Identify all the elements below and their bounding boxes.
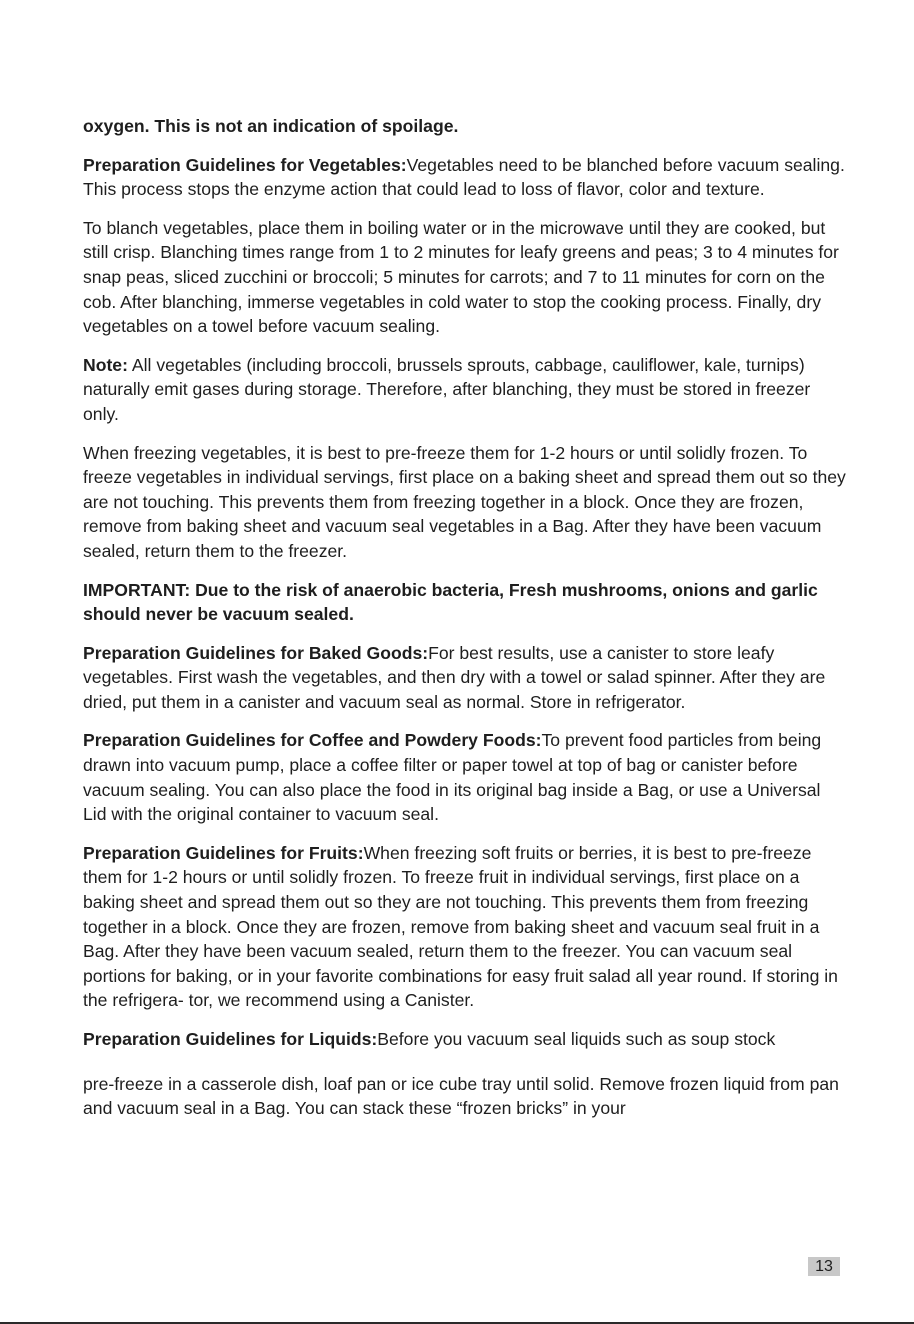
paragraph-heading: Preparation Guidelines for Fruits: (83, 842, 364, 863)
paragraph-heading: Preparation Guidelines for Coffee and Powdery Foods: (83, 730, 542, 751)
paragraph-heading: Preparation Guidelines for Baked Goods: (83, 642, 429, 663)
paragraph-liquids-continued (83, 1072, 848, 1121)
paragraph-fruits (83, 841, 848, 1013)
paragraph-text: When freezing soft fruits or berries, it is best to pre-freeze them for 1-2 hours or until solidly frozen. To freeze fruit in individual servings, first place on a baking sheet and spread them out so they are not touching. This prevents them from freezing together in a block. Once they are frozen, remove from baking sheet and vacuum seal fruit in a Bag. After they have been vacuum sealed, return them to the freezer. You can vacuum seal portions for baking, or in your favorite combinations for easy fruit salad all year round. If storing in the refrigera- tor, we recommend using a Canister. (83, 842, 838, 1011)
paragraph-heading: oxygen. This is not an indication of spoilage. (83, 116, 459, 136)
paragraph-blanching (83, 216, 848, 339)
paragraph-text: When freezing vegetables, it is best to pre-freeze them for 1-2 hours or until solidly frozen. To freeze vegetables in individual servings, first place on a baking sheet and spread them out so they are not touching. This prevents them from freezing together in a block. Once they are frozen, remove from baking sheet and vacuum seal vegetables in a Bag. After they have been vacuum sealed, return them to the freezer. (83, 442, 846, 561)
paragraph-vegetables-guidelines (83, 153, 848, 202)
paragraph-heading: Note: (83, 354, 128, 375)
paragraph-text: For best results, use a canister to store leafy vegetables. First wash the vegetables, and then dry with a towel or salad spinner. After they are dried, put them in a canister and vacuum seal as normal. Store in refrigerator. (83, 642, 826, 712)
paragraph-note (83, 353, 848, 427)
paragraph-text: Vegetables need to be blanched before vacuum sealing. This process stops the enzyme action that could lead to loss of flavor, color and texture. (83, 154, 845, 200)
paragraph-freezing-vegetables (83, 441, 848, 564)
paragraph-baked-goods (83, 641, 848, 715)
paragraph-text: Before you vacuum seal liquids such as soup stock (377, 1029, 776, 1049)
paragraph-text: To blanch vegetables, place them in boiling water or in the microwave until they are cooked, but still crisp. Blanching times range from 1 to 2 minutes for leafy greens and peas; 3 to 4 minutes for snap peas, sliced zucchini or broccoli; 5 minutes for carrots; and 7 to 11 minutes for corn on the cob. After blanching, immerse vegetables in cold water to stop the cooking process. Finally, dry vegetables on a towel before vacuum sealing. (83, 217, 839, 337)
paragraph-liquids (83, 1027, 848, 1052)
paragraph-text: To prevent food particles from being drawn into vacuum pump, place a coffee filter or paper towel at top of bag or canister before vacuum sealing. You can also place the food in its original bag inside a Bag, or use a Universal Lid with the original container to vacuum seal. (83, 730, 822, 825)
paragraph-coffee-powdery (83, 728, 848, 826)
paragraph-important-warning (83, 578, 848, 627)
paragraph-text: pre-freeze in a casserole dish, loaf pan or ice cube tray until solid. Remove frozen liquid from pan and vacuum seal in a Bag. You can stack these “frozen bricks” in your (83, 1073, 839, 1119)
page-body (83, 114, 848, 1135)
paragraph-heading: IMPORTANT: Due to the risk of anaerobic bacteria, Fresh mushrooms, onions and garlic should never be vacuum sealed. (83, 579, 818, 625)
paragraph-heading: Preparation Guidelines for Vegetables: (83, 154, 407, 175)
paragraph-text: All vegetables (including broccoli, brussels sprouts, cabbage, cauliflower, kale, turnips) naturally emit gases during storage. Therefore, after blanching, they must be stored in freezer only. (83, 354, 811, 424)
paragraph-heading: Preparation Guidelines for Liquids: (83, 1029, 378, 1049)
paragraph-spoilage (83, 114, 848, 139)
page-number: 13 (808, 1257, 840, 1276)
